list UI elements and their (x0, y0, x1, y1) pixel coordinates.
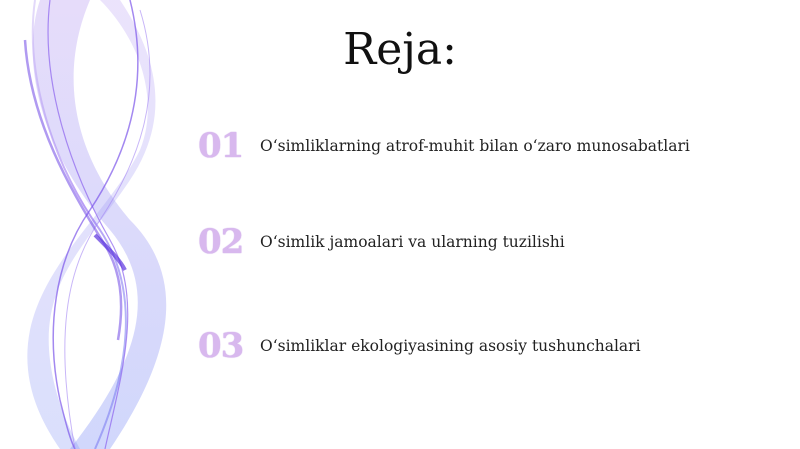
agenda-number: 03 (198, 326, 244, 366)
agenda-text: O‘simlik jamoalari va ularning tuzilishi (260, 233, 565, 251)
agenda-item (198, 220, 565, 264)
agenda-item (198, 324, 641, 368)
agenda-text: O‘simliklarning atrof-muhit bilan o‘zaro munosabatlari (260, 137, 690, 155)
agenda-number: 01 (198, 126, 244, 166)
page-title: Reja: (343, 24, 457, 75)
decorative-wave-graphic (0, 0, 200, 449)
agenda-item (198, 124, 690, 168)
agenda-number: 02 (198, 222, 244, 262)
agenda-text: O‘simliklar ekologiyasining asosiy tushunchalari (260, 337, 641, 355)
